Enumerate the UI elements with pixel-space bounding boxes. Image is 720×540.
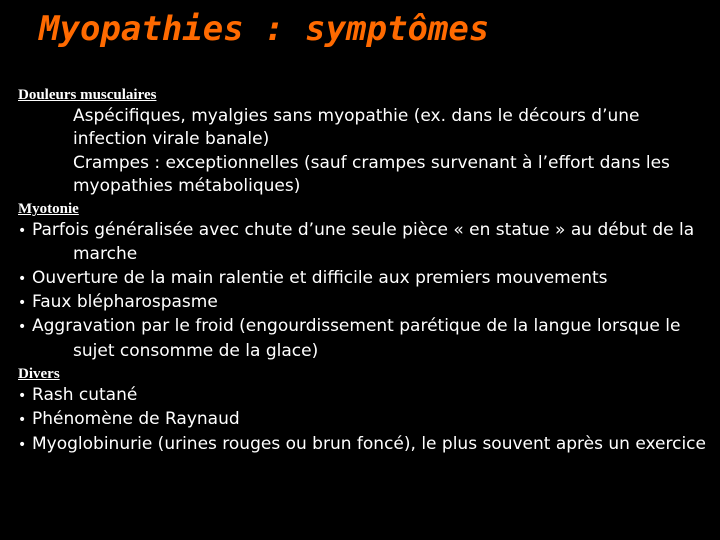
bullet-text: Phénomène de Raynaud [32, 409, 240, 430]
bullet-item [18, 267, 708, 291]
bullet-item [18, 384, 708, 408]
bullet-icon: • [18, 223, 27, 240]
bullet-item [18, 219, 708, 267]
section-heading: Myotonie [18, 201, 79, 218]
bullet-text: Ouverture de la main ralentie et difficile aux premiers mouvements [32, 267, 608, 288]
bullet-item [18, 433, 708, 457]
section-divers [18, 364, 708, 457]
section-douleurs [18, 85, 708, 198]
bullet-icon: • [18, 270, 27, 287]
bullet-text: Parfois généralisée avec chute d’une seule pièce « en statue » au début de la marche [32, 220, 695, 265]
section-heading: Douleurs musculaires [18, 87, 157, 103]
bullet-text: Aggravation par le froid (engourdissement parétique de la langue lorsque le sujet consomme de la glace) [32, 316, 681, 361]
bullet-text: Myoglobinurie (urines rouges ou brun foncé), le plus souvent après un exercice [32, 433, 706, 454]
page-title: Myopathies : symptômes [39, 9, 490, 49]
bullet-icon: • [18, 295, 27, 312]
bullet-item [18, 315, 708, 363]
bullet-icon: • [18, 436, 27, 453]
paragraph: Aspécifiques, myalgies sans myopathie (ex. dans le décours d’une infection virale banale) [73, 106, 640, 150]
bullet-text: Rash cutané [32, 384, 138, 405]
bullet-icon: • [18, 412, 27, 429]
bullet-icon: • [18, 319, 27, 336]
paragraph: Crampes : exceptionnelles (sauf crampes survenant à l’effort dans les myopathies métaboliques) [73, 152, 670, 196]
bullet-item [18, 408, 708, 432]
bullet-icon: • [18, 387, 27, 404]
section-myotonie [18, 199, 708, 363]
slide-content [18, 84, 708, 457]
bullet-item [18, 291, 708, 315]
section-heading: Divers [18, 365, 60, 382]
bullet-text: Faux blépharospasme [32, 292, 218, 313]
